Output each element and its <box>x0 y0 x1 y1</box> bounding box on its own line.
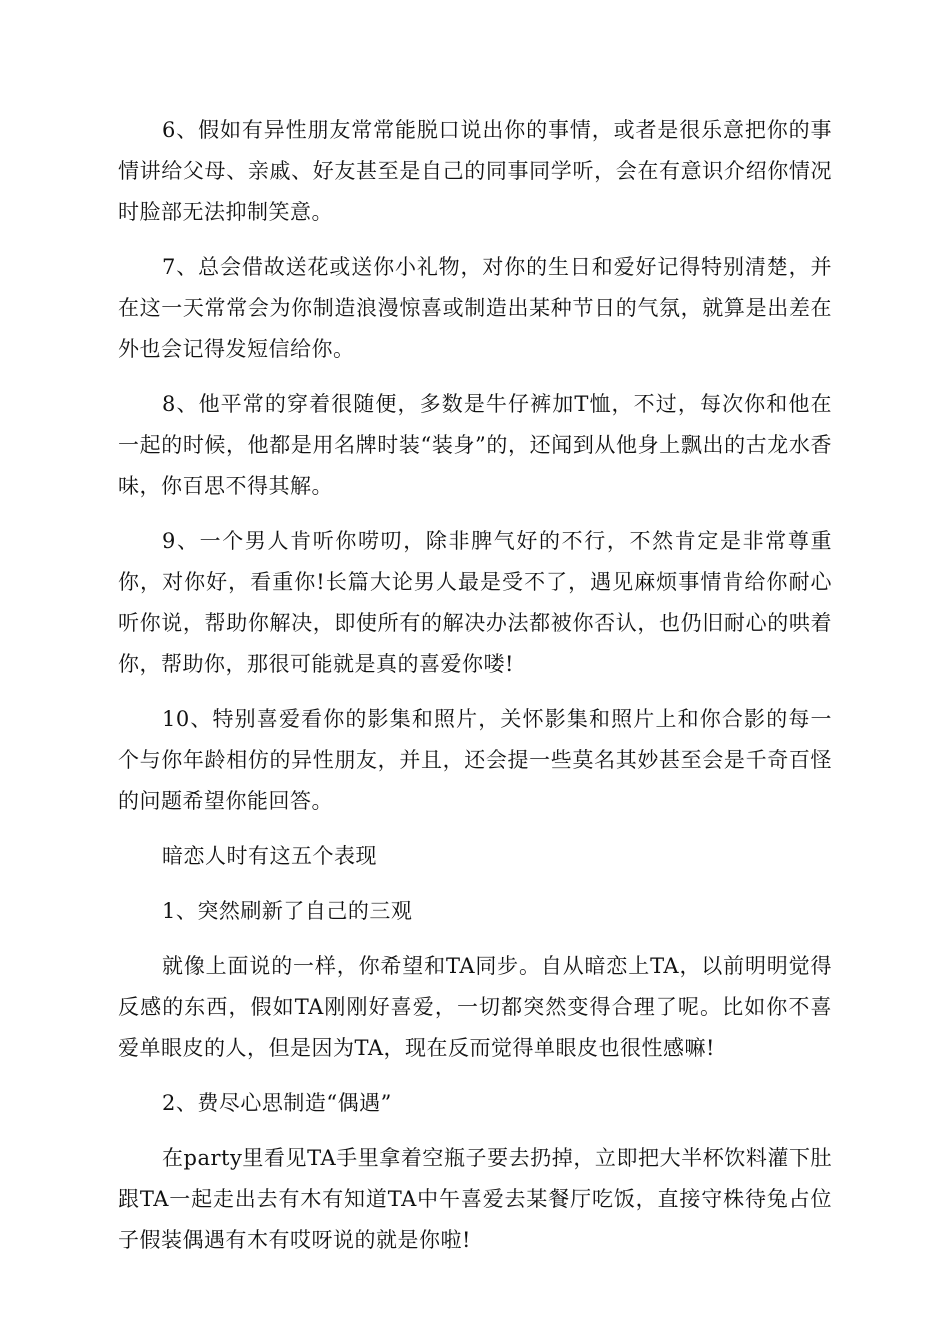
section-heading: 暗恋人时有这五个表现 <box>162 844 377 868</box>
paragraph-item-7: 7、总会借故送花或送你小礼物，对你的生日和爱好记得特别清楚，并在这一天常常会为你制造浪漫惊喜或制造出某种节日的气氛，就算是出差在外也会记得发短信给你。 <box>118 255 832 361</box>
subheading-1: 1、突然刷新了自己的三观 <box>162 899 413 923</box>
paragraph-body-1: 就像上面说的一样，你希望和TA同步。自从暗恋上TA，以前明明觉得反感的东西，假如TA刚刚好喜爱，一切都突然变得合理了呢。比如你不喜爱单眼皮的人，但是因为TA，现在反而觉得单眼皮也很性感嘛! <box>118 954 832 1060</box>
paragraph-item-9: 9、一个男人肯听你唠叨，除非脾气好的不行，不然肯定是非常尊重你，对你好，看重你!长篇大论男人最是受不了，遇见麻烦事情肯给你耐心听你说，帮助你解决，即使所有的解决办法都被你否认，也仍旧耐心的哄着你，帮助你，那很可能就是真的喜爱你喽! <box>118 529 832 676</box>
paragraph-item-8: 8、他平常的穿着很随便，多数是牛仔裤加T恤，不过，每次你和他在一起的时候，他都是用名牌时装“装身”的，还闻到从他身上飘出的古龙水香味，你百思不得其解。 <box>118 392 832 498</box>
paragraph-item-10: 10、特别喜爱看你的影集和照片，关怀影集和照片上和你合影的每一个与你年龄相仿的异性朋友，并且，还会提一些莫名其妙甚至会是千奇百怪的问题希望你能回答。 <box>118 707 832 813</box>
paragraph-item-6: 6、假如有异性朋友常常能脱口说出你的事情，或者是很乐意把你的事情讲给父母、亲戚、好友甚至是自己的同事同学听，会在有意识介绍你情况时脸部无法抑制笑意。 <box>118 118 832 224</box>
subheading-2: 2、费尽心思制造“偶遇” <box>162 1091 392 1115</box>
paragraph-body-2: 在party里看见TA手里拿着空瓶子要去扔掉，立即把大半杯饮料灌下肚跟TA一起走出去有木有知道TA中午喜爱去某餐厅吃饭，直接守株待兔占位子假装偶遇有木有哎呀说的就是你啦! <box>118 1146 832 1252</box>
document-body <box>118 110 832 1275</box>
